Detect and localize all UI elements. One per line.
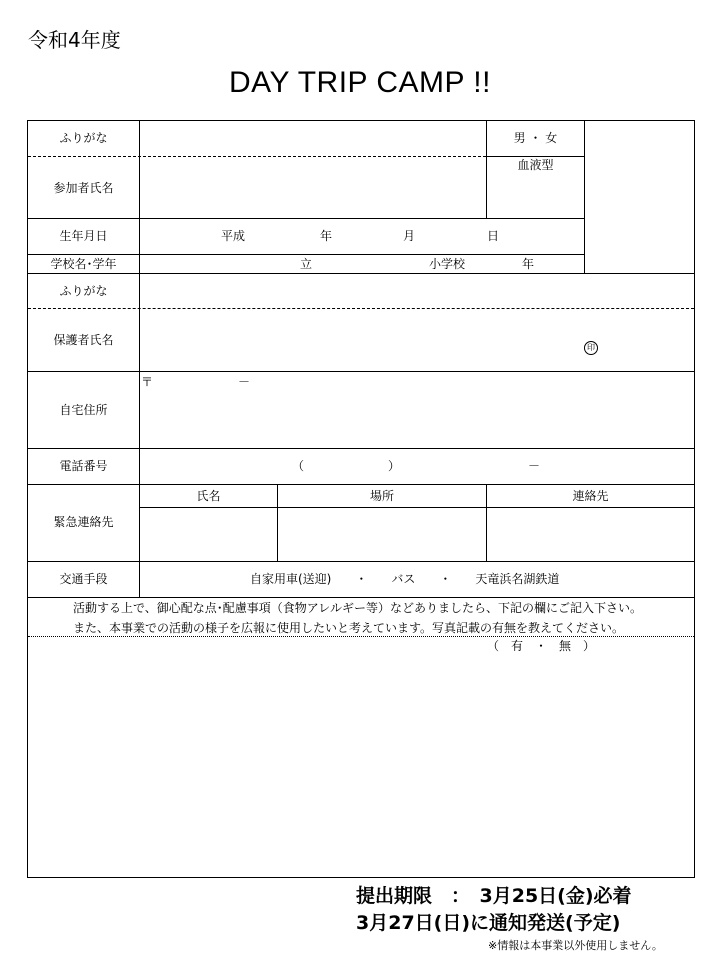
row-line-guardian — [27, 371, 694, 372]
label-column-line — [139, 120, 140, 598]
row-line-name — [27, 218, 584, 219]
deadline-text: 提出期限 ： 3月25日(金)必着 — [356, 885, 632, 907]
phone-close-paren: ） — [388, 459, 401, 473]
form-border-right — [694, 120, 695, 878]
row-line-address — [27, 448, 694, 449]
emergency-name-header: 氏名 — [196, 489, 221, 503]
postal-dash: － — [238, 375, 251, 389]
gender-divider — [486, 156, 584, 157]
postal-mark: 〒 — [141, 375, 154, 389]
birth-era: 平成 — [221, 229, 246, 243]
seal-mark: 印 — [584, 341, 598, 355]
birth-day-unit: 日 — [487, 229, 500, 243]
furigana-divider — [28, 156, 486, 157]
row-line-emergency — [27, 561, 694, 562]
guardian-furigana-divider — [28, 308, 694, 309]
emergency-place-header: 場所 — [369, 489, 394, 503]
phone-open-paren: （ — [292, 459, 305, 473]
guardian-furigana-label: ふりがな — [59, 284, 108, 298]
transport-label: 交通手段 — [59, 572, 108, 586]
address-label: 自宅住所 — [59, 403, 108, 417]
emergency-contact-header: 連絡先 — [572, 489, 609, 503]
privacy-note: ※情報は本事業以外使用しません。 — [488, 939, 663, 952]
phone-dash: － — [528, 459, 541, 473]
photo-choice[interactable]: （ 有 ・ 無 ） — [487, 639, 596, 653]
phone-label: 電話番号 — [59, 459, 108, 473]
transport-options[interactable]: 自家用車(送迎) ・ バス ・ 天竜浜名湖鉄道 — [250, 572, 560, 586]
form-border-bottom — [27, 877, 694, 878]
birth-year-unit: 年 — [320, 229, 333, 243]
fiscal-year-label: 令和4年度 — [28, 28, 121, 52]
school-type: 小学校 — [429, 257, 466, 271]
photo-column-line — [584, 120, 585, 273]
grade-unit: 年 — [522, 257, 535, 271]
furigana-label: ふりがな — [59, 131, 108, 145]
blood-type-label: 血液型 — [517, 158, 554, 172]
row-line-school — [27, 273, 694, 274]
school-public-mark: 立 — [300, 257, 313, 271]
school-label: 学校名･学年 — [50, 257, 117, 271]
row-line-birth — [27, 254, 584, 255]
notes-divider — [28, 636, 694, 637]
notes-line-1: 活動する上で、御心配な点･配慮事項（食物アレルギー等）などありましたら、下記の欄にご記入下さい。 — [73, 601, 642, 615]
guardian-name-label: 保護者氏名 — [53, 333, 114, 347]
emergency-label: 緊急連絡先 — [53, 515, 114, 529]
page-title: DAY TRIP CAMP !! — [229, 66, 491, 99]
gender-choice[interactable]: 男 ・ 女 — [513, 131, 558, 145]
row-line-transport — [27, 597, 694, 598]
birth-month-unit: 月 — [403, 229, 416, 243]
notes-line-2: また、本事業での活動の様子を広報に使用したいと考えています。写真記載の有無を教えてください。 — [73, 621, 625, 635]
participant-name-label: 参加者氏名 — [53, 181, 114, 195]
emergency-header-line — [139, 507, 694, 508]
form-border-top — [27, 120, 694, 121]
notice-text: 3月27日(日)に通知発送(予定) — [356, 912, 621, 934]
row-line-phone — [27, 484, 694, 485]
birthdate-label: 生年月日 — [59, 229, 108, 243]
